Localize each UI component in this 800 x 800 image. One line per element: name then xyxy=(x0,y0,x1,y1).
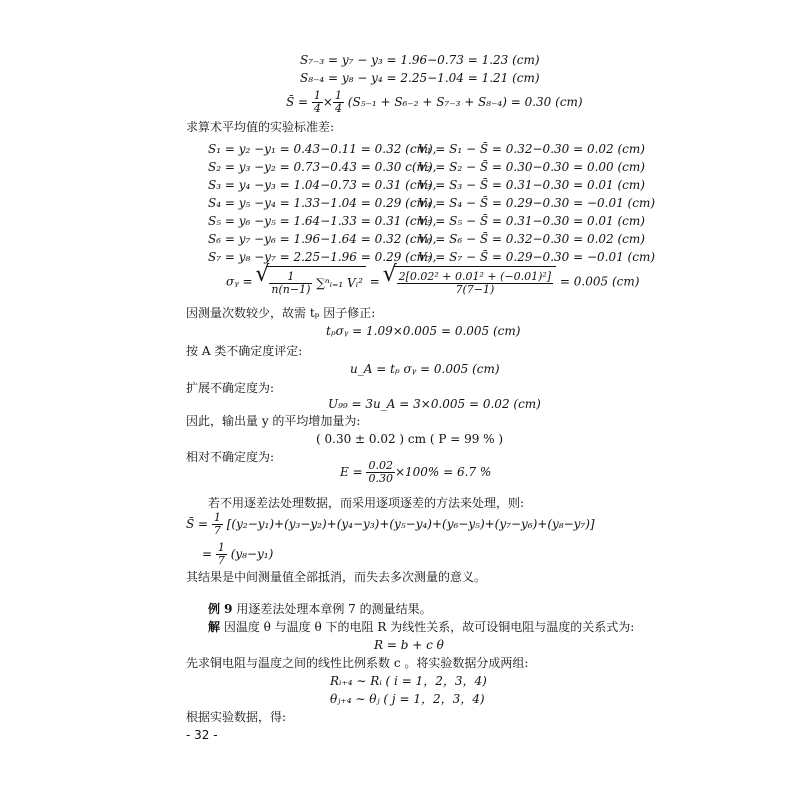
equation-r: R = b + c θ xyxy=(374,638,444,652)
equation-e: E = $\frac{0.02}{0.30}$ ×100% = 6.7 % xyxy=(340,459,492,485)
row-v1: V₁ = S₁ − S̄ = 0.32−0.30 = 0.02 (cm) xyxy=(418,142,645,156)
example-9-heading: 例 9 用逐差法处理本章例 7 的测量结果。 xyxy=(208,602,432,616)
equation-group-2: θⱼ₊₄ ∼ θⱼ ( j = 1，2，3，4) xyxy=(330,692,485,706)
text-coefficient: 先求铜电阻与温度之间的线性比例系数 c 。将实验数据分成两组: xyxy=(186,656,529,670)
row-v4: V₄ = S₄ − S̄ = 0.29−0.30 = −0.01 (cm) xyxy=(418,196,656,210)
text-result: 其结果是中间测量值全部抵消，而失去多次测量的意义。 xyxy=(186,570,487,584)
text-alternative: 若不用逐差法处理数据，而采用逐项逐差的方法来处理，则: xyxy=(208,496,525,510)
row-s1: S₁ = y₂ −y₁ = 0.43−0.11 = 0.32 (cm), xyxy=(208,142,437,156)
row-v6: V₆ = S₆ − S̄ = 0.32−0.30 = 0.02 (cm) xyxy=(418,232,645,246)
row-s5: S₅ = y₆ −y₅ = 1.64−1.33 = 0.31 (cm), xyxy=(208,214,437,228)
equation-group-1: Rᵢ₊₄ ∼ Rᵢ ( i = 1，2，3，4) xyxy=(330,674,487,688)
heading-std-deviation: 求算术平均值的实验标准差: xyxy=(186,120,335,134)
equation-alt-1: S̄ = $\frac{1}{7}$ [(y₂−y₁)+(y₃−y₂)+(y₄−y₃)+(y₅−y₄)+(y₆−y₅)+(y₇−y₆)+(y₈−y₇)] xyxy=(186,511,595,537)
equation-s7-3: S₇₋₃ = y₇ − y₃ = 1.96−0.73 = 1.23 (cm) xyxy=(300,53,540,67)
equation-s8-4: S₈₋₄ = y₈ − y₄ = 2.25−1.04 = 1.21 (cm) xyxy=(300,71,540,85)
text-relative: 相对不确定度为: xyxy=(186,450,275,464)
solution-paragraph: 解 因温度 θ 与温度 θ 下的电阻 R 为线性关系，故可设铜电阻与温度的关系式为: xyxy=(208,620,635,634)
example-9-label: 例 9 xyxy=(208,602,233,616)
equation-average: ( 0.30 ± 0.02 ) cm ( P = 99 % ) xyxy=(316,432,504,446)
text-tp-correction: 因测量次数较少，故需 tₚ 因子修正: xyxy=(186,306,376,320)
row-s6: S₆ = y₇ −y₆ = 1.96−1.64 = 0.32 (cm), xyxy=(208,232,437,246)
text-average-increase: 因此，输出量 y 的平均增加量为: xyxy=(186,414,361,428)
row-v5: V₅ = S₅ − S̄ = 0.31−0.30 = 0.01 (cm) xyxy=(418,214,645,228)
text-data: 根据实验数据，得: xyxy=(186,710,287,724)
page-number: - 32 - xyxy=(186,728,218,742)
text-extended: 扩展不确定度为: xyxy=(186,381,275,395)
row-s7: S₇ = y₈ −y₇ = 2.25−1.96 = 0.29 (cm), xyxy=(208,250,437,264)
equation-u99: U₉₉ = 3u_A = 3×0.005 = 0.02 (cm) xyxy=(328,397,541,411)
equation-sigma: σᵧ = √ $\frac{1}{n(n-1)}$ ∑ⁿᵢ₌₁ Vᵢ² = √ $\frac{\text{2[0.02² + 0.01² + (−0.01)²]}}{7(7-1)}$ = 0.005 (cm) xyxy=(226,266,639,298)
row-v3: V₃ = S₃ − S̄ = 0.31−0.30 = 0.01 (cm) xyxy=(418,178,645,192)
row-v2: V₂ = S₂ − S̄ = 0.30−0.30 = 0.00 (cm) xyxy=(418,160,645,174)
equation-ua: u_A = tₚ σᵧ = 0.005 (cm) xyxy=(350,362,500,376)
row-v7: V₇ = S₇ − S̄ = 0.29−0.30 = −0.01 (cm) xyxy=(418,250,656,264)
equation-alt-2: = $\frac{1}{7}$ (y₈−y₁) xyxy=(202,541,274,567)
equation-sbar: S̄ = $\frac{1}{4}$ × $\frac{1}{4}$ (S₅₋₁ + S₆₋₂ + S₇₋₃ + S₈₋₄) = 0.30 (cm) xyxy=(286,89,583,115)
solution-label: 解 xyxy=(208,620,221,634)
row-s2: S₂ = y₃ −y₂ = 0.73−0.43 = 0.30 c(m), xyxy=(208,160,437,174)
row-s3: S₃ = y₄ −y₃ = 1.04−0.73 = 0.31 (cm), xyxy=(208,178,437,192)
row-s4: S₄ = y₅ −y₄ = 1.33−1.04 = 0.29 (cm), xyxy=(208,196,437,210)
text-type-a: 按 A 类不确定度评定: xyxy=(186,344,303,358)
equation-tp: tₚσᵧ = 1.09×0.005 = 0.005 (cm) xyxy=(326,324,521,338)
